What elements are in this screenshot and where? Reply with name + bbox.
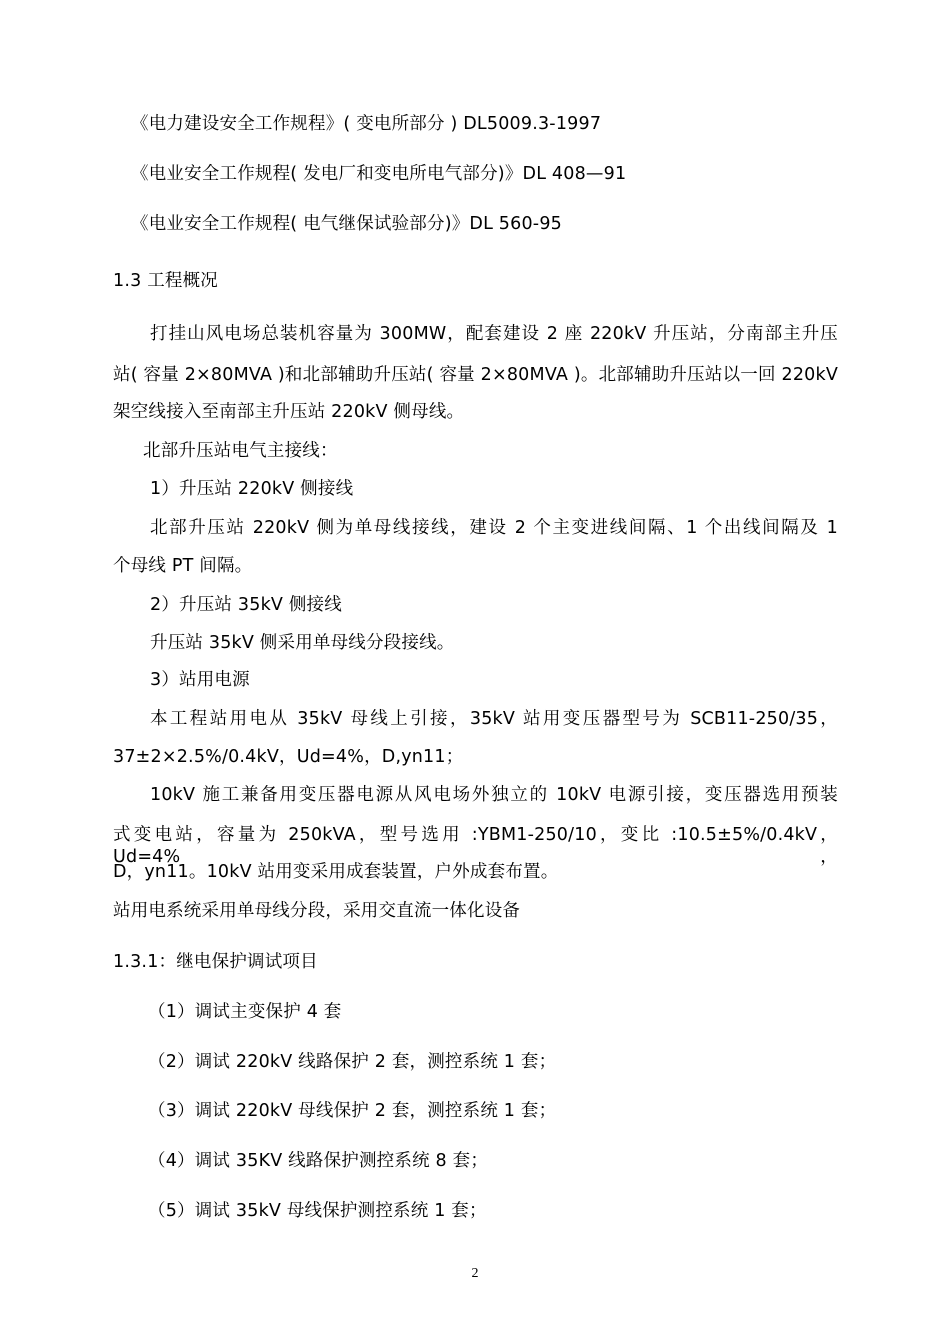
paragraph-line: 站( 容量 2×80MVA )和北部辅助升压站( 容量 2×80MVA )。北部辅助升压站以一回 220kV xyxy=(113,365,838,385)
reference-line: 《电业安全工作规程( 电气继保试验部分)》DL 560-95 xyxy=(131,214,562,234)
item-title: 1）升压站 220kV 侧接线 xyxy=(150,479,354,499)
paragraph-line: 个母线 PT 间隔。 xyxy=(113,556,253,576)
paragraph-line: 37±2×2.5%/0.4kV，Ud=4%，D,yn11； xyxy=(113,747,464,767)
list-item: （1）调试主变保护 4 套 xyxy=(148,1002,342,1022)
list-item: （5）调试 35kV 母线保护测控系统 1 套； xyxy=(148,1201,487,1221)
paragraph-line: 10kV 施工兼备用变压器电源从风电场外独立的 10kV 电源引接，变压器选用预装 xyxy=(150,785,838,805)
paragraph-line: 升压站 35kV 侧采用单母线分段接线。 xyxy=(150,633,455,653)
paragraph-line: 打挂山风电场总装机容量为 300MW，配套建设 2 座 220kV 升压站，分南部主升压 xyxy=(150,324,838,344)
item-title: 2）升压站 35kV 侧接线 xyxy=(150,595,342,615)
paragraph-line: D，yn11。10kV 站用变采用成套装置，户外成套布置。 xyxy=(113,862,559,882)
subsection-title: 北部升压站电气主接线： xyxy=(143,441,338,461)
section-heading: 1.3.1：继电保护调试项目 xyxy=(113,952,318,972)
paragraph-line: 式变电站，容量为 250kVA，型号选用 :YBM1-250/10，变比 :10.5±5%/0.4kV，Ud=4%， xyxy=(113,825,838,867)
list-item: （4）调试 35KV 线路保护测控系统 8 套； xyxy=(148,1151,489,1171)
reference-line: 《电力建设安全工作规程》( 变电所部分 ) DL5009.3-1997 xyxy=(131,114,602,134)
paragraph-line: 本工程站用电从 35kV 母线上引接，35kV 站用变压器型号为 SCB11-250/35， xyxy=(150,709,838,729)
page-number: 2 xyxy=(471,1266,479,1281)
reference-line: 《电业安全工作规程( 发电厂和变电所电气部分)》DL 408—91 xyxy=(131,164,627,184)
list-item: （3）调试 220kV 母线保护 2 套，测控系统 1 套； xyxy=(148,1101,557,1121)
paragraph-line: 北部升压站 220kV 侧为单母线接线，建设 2 个主变进线间隔、1 个出线间隔及 1 xyxy=(150,518,838,538)
paragraph-line: 架空线接入至南部主升压站 220kV 侧母线。 xyxy=(113,402,465,422)
section-heading: 1.3 工程概况 xyxy=(113,271,218,291)
list-item: （2）调试 220kV 线路保护 2 套，测控系统 1 套； xyxy=(148,1052,557,1072)
item-title: 3）站用电源 xyxy=(150,670,250,690)
paragraph-line: 站用电系统采用单母线分段，采用交直流一体化设备 xyxy=(113,901,521,921)
